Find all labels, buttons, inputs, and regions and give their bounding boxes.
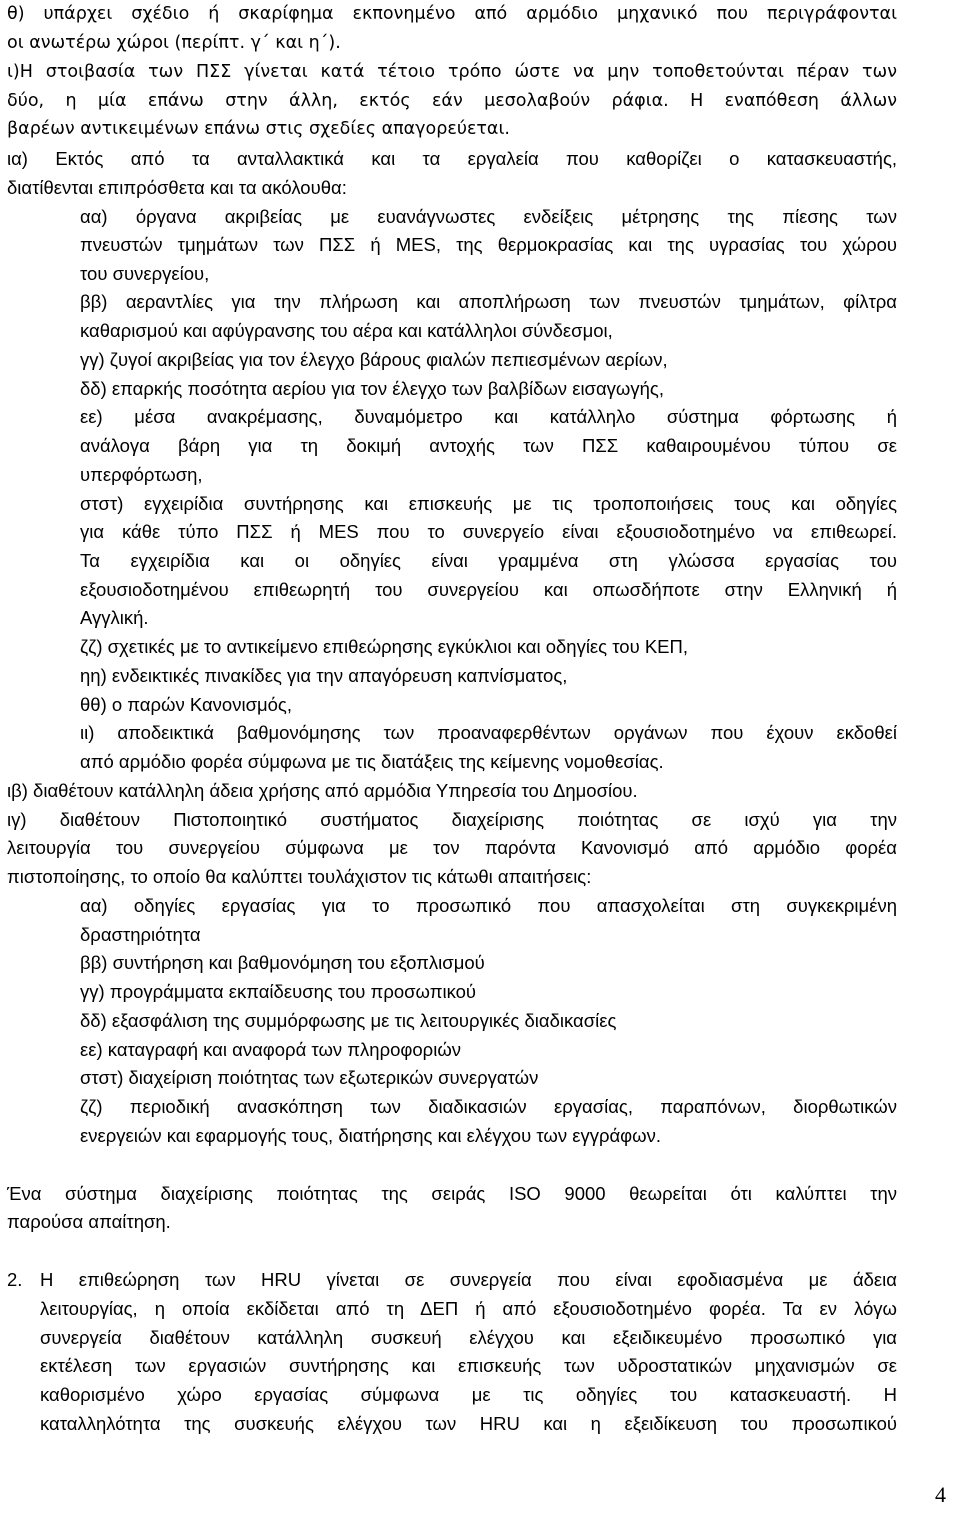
text-line: ιβ) διαθέτουν κατάλληλη άδεια χρήσης από αρμόδια Υπηρεσία του Δημοσίου.	[7, 780, 638, 801]
text-line: πιστοποίησης, το οποίο θα καλύπτει τουλάχιστον τις κάτωθι απαιτήσεις:	[7, 866, 592, 887]
text-line: αα) όργανα ακριβείας με ευανάγνωστες ενδείξεις μέτρησης της πίεσης των	[80, 206, 897, 227]
text-line: εξουσιοδοτημένου επιθεωρητή του συνεργείου και οπωσδήποτε στην Ελληνική ή	[80, 579, 897, 600]
text-line: στστ) εγχειρίδια συντήρησης και επισκευής με τις τροποποιήσεις τους και οδηγίες	[80, 493, 897, 514]
text-line: εε) μέσα ανακρέμασης, δυναμόμετρο και κατάλληλο σύστημα φόρτωσης ή	[80, 406, 897, 427]
text-line: του συνεργείου,	[80, 263, 210, 284]
text-line: ι)Η στοιβασία των ΠΣΣ γίνεται κατά τέτοιο τρόπο ώστε να μην τοποθετούνται πέραν των	[7, 62, 897, 82]
text-line: δύο, η μία επάνω στην άλλη, εκτός εάν μεσολαβούν ράφια. Η εναπόθεση άλλων	[7, 91, 897, 111]
text-line: ιι) αποδεικτικά βαθμονόμησης των προαναφερθέντων οργάνων που έχουν εκδοθεί	[80, 722, 897, 743]
text-line: παρούσα απαίτηση.	[7, 1211, 171, 1232]
text-line: εκτέλεση των εργασιών συντήρησης και επισκευής των υδροστατικών μηχανισμών σε	[40, 1355, 897, 1376]
text-line: ηη) ενδεικτικές πινακίδες για την απαγόρευση καπνίσματος,	[80, 665, 568, 686]
text-line: ιγ) διαθέτουν Πιστοποιητικό συστήματος διαχείρισης ποιότητας σε ισχύ για την	[7, 809, 897, 830]
text-line: για κάθε τύπο ΠΣΣ ή MES που το συνεργείο είναι εξουσιοδοτημένο να επιθεωρεί.	[80, 521, 897, 542]
text-line: αα) οδηγίες εργασίας για το προσωπικό που απασχολείται στη συγκεκριμένη	[80, 895, 897, 916]
text-line: ζζ) περιοδική ανασκόπηση των διαδικασιών εργασίας, παραπόνων, διορθωτικών	[80, 1096, 897, 1117]
text-line: λειτουργία του συνεργείου σύμφωνα με τον παρόντα Κανονισμό από αρμόδιο φορέα	[7, 837, 897, 858]
text-line: Τα εγχειρίδια και οι οδηγίες είναι γραμμένα στη γλώσσα εργασίας του	[80, 550, 897, 571]
text-line: πνευστών τμημάτων των ΠΣΣ ή MES, της θερμοκρασίας και της υγρασίας του χώρου	[80, 234, 897, 255]
text-line: ββ) συντήρηση και βαθμονόμηση του εξοπλισμού	[80, 952, 485, 973]
text-line: ενεργειών και εφαρμογής τους, διατήρησης και ελέγχου των εγγράφων.	[80, 1125, 662, 1146]
text-line: θ) υπάρχει σχέδιο ή σκαρίφημα εκπονημένο από αρμόδιο μηχανικό που περιγράφονται	[7, 4, 897, 24]
text-line: καταλληλότητα της συσκευής ελέγχου των HRU και η εξειδίκευση του προσωπικού	[40, 1413, 897, 1434]
text-line: καθαρισμού και αφύγρανσης του αέρα και κατάλληλοι σύνδεσμοι,	[80, 320, 613, 341]
text-line: συνεργεία διαθέτουν κατάλληλη συσκευή ελέγχου και εξειδικευμένο προσωπικό για	[40, 1327, 897, 1348]
text-line: Αγγλική.	[80, 607, 149, 628]
text-line: γγ) ζυγοί ακριβείας για τον έλεγχο βάρους φιαλών πεπιεσμένων αερίων,	[80, 349, 668, 370]
text-line: εε) καταγραφή και αναφορά των πληροφοριών	[80, 1039, 462, 1060]
page-number: 4	[935, 1482, 946, 1507]
text-line: λειτουργίας, η οποία εκδίδεται από τη ΔΕΠ ή από εξουσιοδοτημένο φορέα. Τα εν λόγω	[40, 1298, 897, 1319]
text-line: οι ανωτέρω χώροι (περίπτ. γ΄ και η΄).	[7, 33, 341, 53]
text-line: δδ) επαρκής ποσότητα αερίου για τον έλεγχο των βαλβίδων εισαγωγής,	[80, 378, 664, 399]
text-line: δδ) εξασφάλιση της συμμόρφωσης με τις λειτουργικές διαδικασίες	[80, 1010, 617, 1031]
list-number: 2.	[7, 1269, 23, 1290]
text-line: από αρμόδιο φορέα σύμφωνα με τις διατάξεις της κείμενης νομοθεσίας.	[80, 751, 664, 772]
text-line: βαρέων αντικειμένων επάνω στις σχεδίες απαγορεύεται.	[7, 119, 510, 139]
text-line: δραστηριότητα	[80, 924, 201, 945]
text-line: ανάλογα βάρη για τη δοκιμή αντοχής των ΠΣΣ καθαιρουμένου τύπου σε	[80, 435, 897, 456]
text-line: Η επιθεώρηση των HRU γίνεται σε συνεργεία που είναι εφοδιασμένα με άδεια	[40, 1269, 897, 1290]
text-line: γγ) προγράμματα εκπαίδευσης του προσωπικού	[80, 981, 477, 1002]
text-line: στστ) διαχείριση ποιότητας των εξωτερικών συνεργατών	[80, 1067, 539, 1088]
text-line: διατίθενται επιπρόσθετα και τα ακόλουθα:	[7, 177, 347, 198]
text-line: ια) Εκτός από τα ανταλλακτικά και τα εργαλεία που καθορίζει ο κατασκευαστής,	[7, 148, 897, 169]
text-line: Ένα σύστημα διαχείρισης ποιότητας της σειράς ISO 9000 θεωρείται ότι καλύπτει την	[7, 1183, 897, 1204]
text-line: θθ) ο παρών Κανονισμός,	[80, 694, 292, 715]
text-line: ββ) αεραντλίες για την πλήρωση και αποπλήρωση των πνευστών τμημάτων, φίλτρα	[80, 291, 897, 312]
text-line: καθορισμένο χώρο εργασίας σύμφωνα με τις οδηγίες του κατασκευαστή. Η	[40, 1384, 897, 1405]
text-line: υπερφόρτωση,	[80, 464, 203, 485]
text-line: ζζ) σχετικές με το αντικείμενο επιθεώρησης εγκύκλιοι και οδηγίες του ΚΕΠ,	[80, 636, 689, 657]
